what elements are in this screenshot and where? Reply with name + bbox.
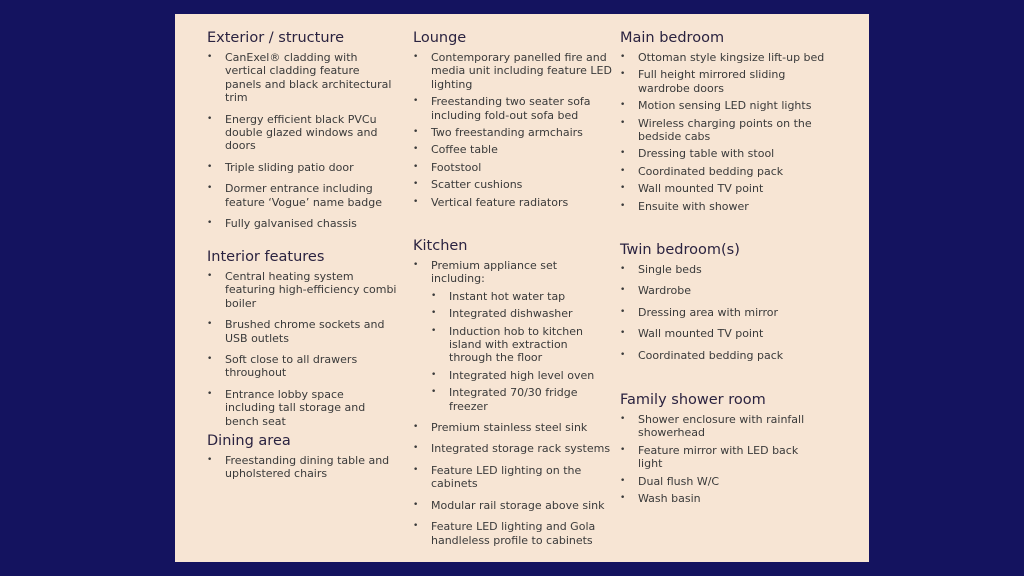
section-exterior [207, 29, 397, 230]
section-title: Main bedroom [620, 30, 725, 46]
section-twin-bedroom [620, 241, 825, 362]
section-title: Dining area [207, 433, 291, 449]
list-item: • Scatter cushions [413, 178, 613, 191]
section-main-bedroom [620, 29, 825, 213]
list-item: • Feature mirror with LED back light [620, 444, 825, 471]
list-item: • Integrated 70/30 fridge freezer [431, 386, 613, 413]
list-item: • Footstool [413, 161, 613, 174]
section-title: Interior features [207, 249, 325, 265]
section-title: Lounge [413, 30, 467, 46]
feature-list [207, 454, 397, 481]
list-item: • Coffee table [413, 143, 613, 156]
list-item: • Brushed chrome sockets and USB outlets [207, 318, 397, 345]
list-item: • Soft close to all drawers throughout [207, 353, 397, 380]
feature-list [620, 263, 825, 362]
list-item: • Shower enclosure with rainfall showerhead [620, 413, 825, 440]
section-dining [207, 432, 397, 481]
list-item: • Wall mounted TV point [620, 327, 825, 340]
list-item: • Dressing table with stool [620, 147, 825, 160]
list-item: • Feature LED lighting on the cabinets [413, 464, 613, 491]
feature-list [620, 51, 825, 213]
list-item: • Two freestanding armchairs [413, 126, 613, 139]
list-item: • Dormer entrance including feature ‘Vogue’ name badge [207, 182, 397, 209]
feature-list [413, 51, 613, 209]
list-item: • Ensuite with shower [620, 200, 825, 213]
list-item: • Integrated high level oven [431, 369, 613, 382]
list-item: • Wireless charging points on the bedside cabs [620, 117, 825, 144]
list-item: • Coordinated bedding pack [620, 349, 825, 362]
list-item: • Freestanding dining table and upholstered chairs [207, 454, 397, 481]
list-item: • Dual flush W/C [620, 475, 825, 488]
list-item: • Vertical feature radiators [413, 196, 613, 209]
section-lounge [413, 29, 613, 209]
list-item: • Wardrobe [620, 284, 825, 297]
section-title: Kitchen [413, 238, 468, 254]
list-item: • CanExel® cladding with vertical cladding feature panels and black architectural trim [207, 51, 397, 105]
list-item: • Dressing area with mirror [620, 306, 825, 319]
list-item: • Feature LED lighting and Gola handleless profile to cabinets [413, 520, 613, 547]
list-item: • Integrated storage rack systems [413, 442, 613, 455]
spec-sheet [175, 14, 869, 562]
section-title: Family shower room [620, 392, 766, 408]
list-item: • Single beds [620, 263, 825, 276]
list-item: • Entrance lobby space including tall storage and bench seat [207, 388, 397, 428]
list-item [413, 259, 613, 413]
feature-list [207, 51, 397, 230]
section-kitchen [413, 237, 613, 547]
list-item: • Wash basin [620, 492, 825, 505]
list-item: • Central heating system featuring high-efficiency combi boiler [207, 270, 397, 310]
list-item: • Modular rail storage above sink [413, 499, 613, 512]
section-title: Exterior / structure [207, 30, 345, 46]
section-shower-room [620, 391, 825, 505]
appliance-list [431, 290, 613, 413]
list-item: • Instant hot water tap [431, 290, 613, 303]
list-item: • Integrated dishwasher [431, 307, 613, 320]
list-item: • Induction hob to kitchen island with extraction through the floor [431, 325, 613, 365]
feature-list [620, 413, 825, 505]
list-item: • Full height mirrored sliding wardrobe doors [620, 68, 825, 95]
list-item: • Freestanding two seater sofa including fold-out sofa bed [413, 95, 613, 122]
feature-list [413, 259, 613, 547]
list-item: • Motion sensing LED night lights [620, 99, 825, 112]
list-item: • Contemporary panelled fire and media unit including feature LED lighting [413, 51, 613, 91]
section-interior [207, 248, 397, 428]
section-title: Twin bedroom(s) [620, 242, 740, 258]
feature-list [207, 270, 397, 428]
list-item: • Ottoman style kingsize lift-up bed [620, 51, 825, 64]
list-item: • Wall mounted TV point [620, 182, 825, 195]
list-item: • Coordinated bedding pack [620, 165, 825, 178]
list-item: • Triple sliding patio door [207, 161, 397, 174]
appliance-label: Premium appliance set including: [431, 259, 558, 286]
list-item: • Premium stainless steel sink [413, 421, 613, 434]
list-item: • Fully galvanised chassis [207, 217, 397, 230]
list-item: • Energy efficient black PVCu double glazed windows and doors [207, 113, 397, 153]
